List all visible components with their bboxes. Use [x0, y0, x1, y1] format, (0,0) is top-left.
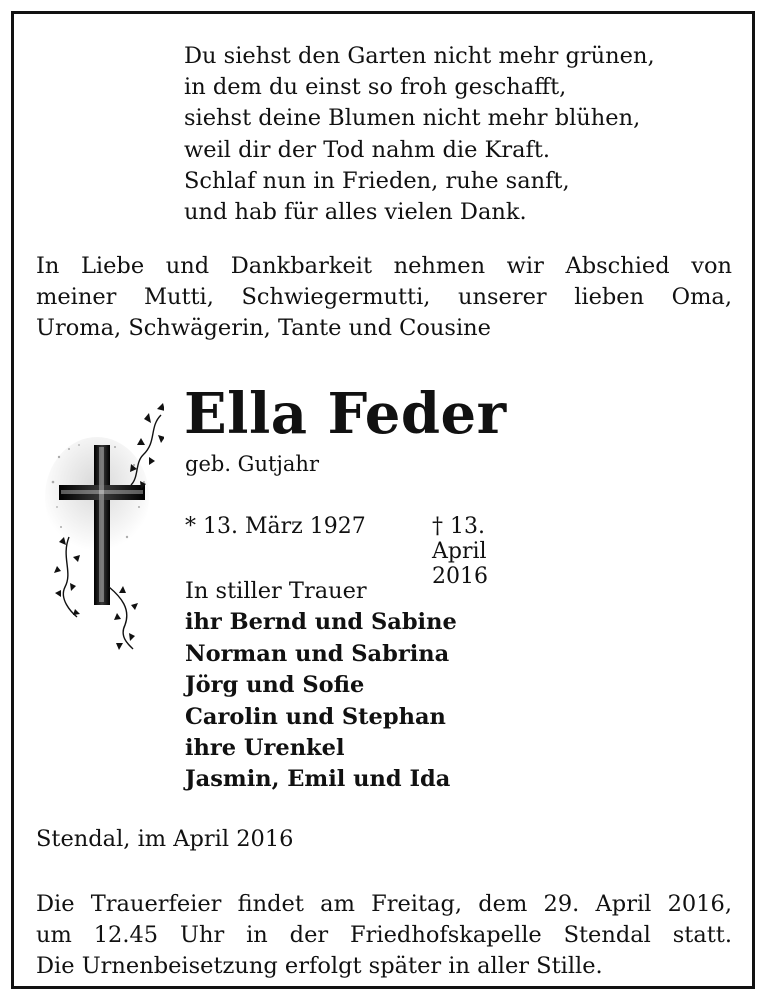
mourner-line: Jörg und Sofie [185, 672, 365, 699]
poem-line: siehst deine Blumen nicht mehr blühen, [184, 105, 641, 132]
poem [184, 41, 655, 228]
mourner-line: Jasmin, Emil und Ida [185, 766, 451, 793]
mourner-line: ihr Bernd und Sabine [185, 609, 457, 636]
mourner-line: Carolin und Stephan [185, 703, 446, 730]
mourners [185, 576, 457, 796]
intro-text [36, 251, 732, 345]
life-dates [185, 514, 488, 589]
place-date: Stendal, im April 2016 [36, 826, 294, 852]
death-date: † 13. April 2016 [432, 514, 488, 589]
intro-line: In Liebe und Dankbarkeit nehmen wir Abschied von [36, 253, 732, 279]
deceased-name: Ella Feder [184, 381, 507, 447]
poem-line: Du siehst den Garten nicht mehr grünen, [184, 43, 655, 69]
intro-line: meiner Mutti, Schwiegermutti, unserer lieben Oma, [36, 284, 732, 311]
poem-line: weil dir der Tod nahm die Kraft. [184, 136, 551, 163]
poem-line: in dem du einst so froh geschafft, [184, 74, 567, 101]
birth-name: geb. Gutjahr [185, 452, 319, 476]
service-info [36, 889, 732, 983]
cross-with-ivy-icon [39, 387, 164, 657]
birth-date: * 13. März 1927 [185, 514, 366, 539]
service-line: um 12.45 Uhr in der Friedhofskapelle Stendal statt. [36, 922, 732, 949]
poem-line: und hab für alles vielen Dank. [184, 199, 527, 226]
obituary-notice [11, 11, 755, 989]
poem-line: Schlaf nun in Frieden, ruhe sanft, [184, 167, 570, 194]
intro-line: Uroma, Schwägerin, Tante und Cousine [36, 315, 491, 342]
mourner-line: Norman und Sabrina [185, 640, 450, 667]
mourners-heading: In stiller Trauer [185, 578, 367, 604]
service-line: Die Trauerfeier findet am Freitag, dem 29. April 2016, [36, 891, 732, 917]
mourner-line: ihre Urenkel [185, 735, 345, 762]
service-line: Die Urnenbeisetzung erfolgt später in aller Stille. [36, 953, 603, 980]
